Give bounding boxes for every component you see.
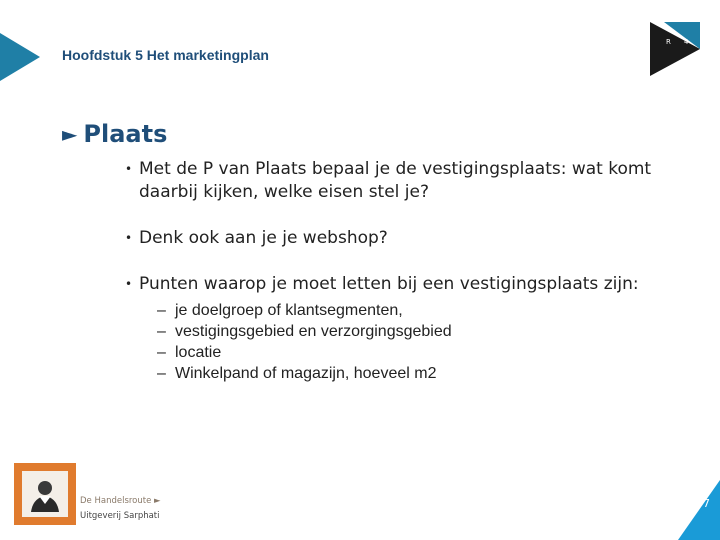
publisher-portrait-frame <box>22 471 68 517</box>
bullet-text: Punten waarop je moet letten bij een vestigingsplaats zijn: <box>139 274 639 294</box>
dash-icon: – <box>157 365 166 382</box>
slide-heading <box>62 120 167 148</box>
publisher-logo <box>14 463 76 525</box>
sub-bullet-item <box>157 300 695 321</box>
bullet-text: Met de P van Plaats bepaal je de vestigingsplaats: wat komt daarbij kijken, welke eisen stel je? <box>139 159 652 202</box>
logo-letter-4: 4 <box>684 38 689 46</box>
portrait-icon <box>25 474 65 514</box>
r4-logo <box>640 22 700 76</box>
slide-heading-text: Plaats <box>83 120 168 148</box>
chapter-title: Hoofdstuk 5 Het marketingplan <box>62 47 269 63</box>
bullet-item <box>125 273 695 384</box>
publisher-line-1: De Handelsroute ► <box>80 496 161 506</box>
sub-bullet-text: vestigingsgebied en verzorgingsgebied <box>175 323 452 340</box>
dash-icon: – <box>157 302 166 319</box>
sub-bullet-item <box>157 363 695 384</box>
bullet-item <box>125 227 695 250</box>
sub-bullet-text: je doelgroep of klantsegmenten, <box>175 302 403 319</box>
sub-bullet-item <box>157 342 695 363</box>
page-number: 7 <box>703 497 710 510</box>
bullet-dot-icon: • <box>125 162 133 176</box>
bullet-dot-icon: • <box>125 231 133 245</box>
page-number-triangle <box>678 480 720 540</box>
publisher-line-2: Uitgeverij Sarphati <box>80 511 160 521</box>
play-arrow-icon: ► <box>62 122 78 146</box>
publisher-name <box>80 494 161 524</box>
sub-bullet-list <box>139 300 695 384</box>
bullet-item <box>125 158 695 204</box>
dash-icon: – <box>157 344 166 361</box>
logo-letter-r: R <box>666 38 671 46</box>
bullet-dot-icon: • <box>125 277 133 291</box>
sub-bullet-text: Winkelpand of magazijn, hoeveel m2 <box>175 365 437 382</box>
corner-triangle-left <box>0 33 40 81</box>
sub-bullet-item <box>157 321 695 342</box>
bullet-list <box>125 158 695 407</box>
sub-bullet-text: locatie <box>175 344 222 361</box>
bullet-text: Denk ook aan je je webshop? <box>139 228 388 248</box>
dash-icon: – <box>157 323 166 340</box>
